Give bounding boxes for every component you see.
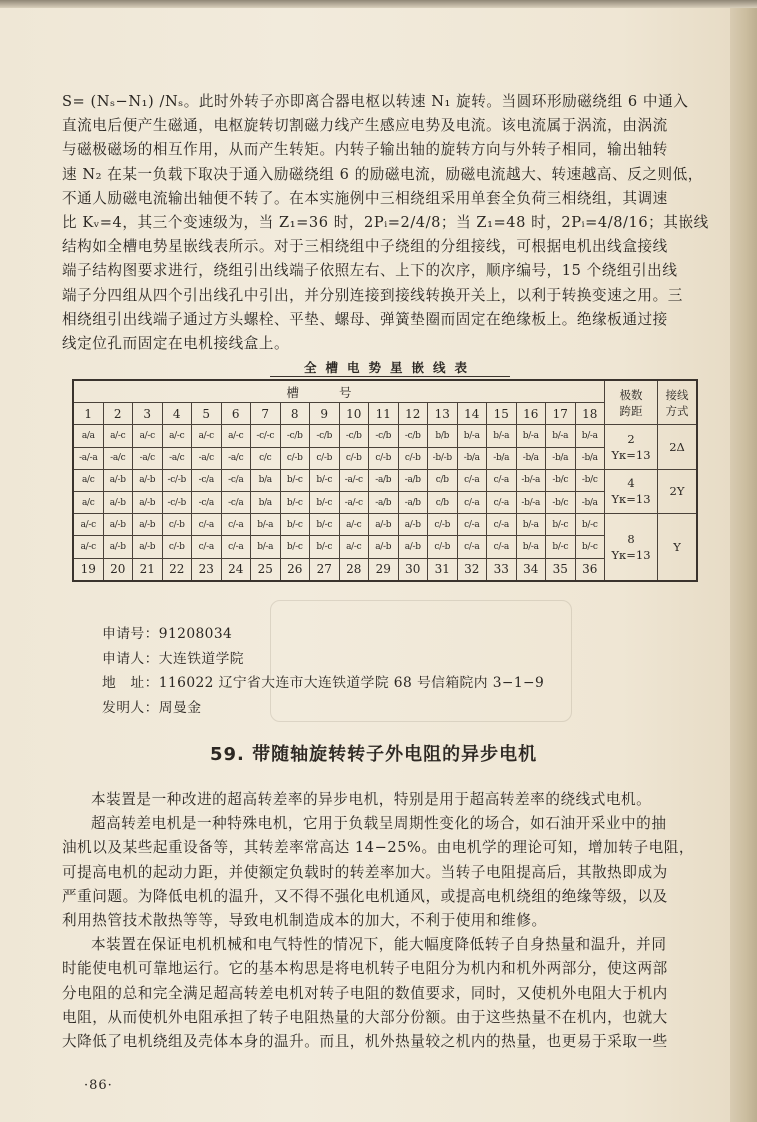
winding-cell: -c/a xyxy=(192,491,222,513)
text-line: 端子结构图要求进行，绕组引出线端子依照左右、上下的次序，顺序编号，15 个绕组引出线 xyxy=(62,262,678,280)
winding-cell: a/c xyxy=(73,491,103,513)
wiring-header xyxy=(658,380,698,425)
winding-cell: b/-c xyxy=(575,536,605,558)
pole-count: 4 xyxy=(627,476,635,491)
winding-cell: -c/-b xyxy=(162,491,192,513)
winding-cell: b/-c xyxy=(280,514,310,536)
address: 116022 辽宁省大连市大连铁道学院 68 号信箱院内 3−1−9 xyxy=(158,675,545,691)
application-number: 91208034 xyxy=(158,626,233,642)
winding-cell: b/-a xyxy=(516,536,546,558)
winding-cell: -a/c xyxy=(103,447,133,469)
winding-cell: b/b xyxy=(428,425,458,447)
label: 申请人： xyxy=(102,650,159,667)
winding-cell: c/-a xyxy=(487,469,517,491)
wiring-mode-cell: 2Δ xyxy=(658,425,698,469)
winding-cell: b/-c xyxy=(280,536,310,558)
winding-cell: a/-b xyxy=(369,514,399,536)
poles-span-cell xyxy=(605,514,658,581)
winding-cell: a/-c xyxy=(73,536,103,558)
slot-numbers-bottom-row xyxy=(73,558,697,581)
winding-cell: a/-b xyxy=(398,514,428,536)
winding-cell: b/-c xyxy=(575,514,605,536)
text-line: 结构如全槽电势星嵌线表所示。对于三相绕组中子绕组的分组接线，可根据电机出线盒接线 xyxy=(62,238,668,256)
winding-cell: b/-c xyxy=(310,491,340,513)
winding-cell: c/-b xyxy=(162,514,192,536)
winding-cell: -a/b xyxy=(369,491,399,513)
text-line: 不通人励磁电流输出轴便不转了。在本实施例中三相绕组采用单套全负荷三相绕组，其调速 xyxy=(62,189,668,207)
winding-cell: a/-b xyxy=(398,536,428,558)
slot-number: 14 xyxy=(457,403,487,425)
winding-cell: b/-c xyxy=(310,514,340,536)
slot-number: 2 xyxy=(103,403,133,425)
header-poles: 极数 xyxy=(619,387,643,402)
slot-number: 17 xyxy=(546,403,576,425)
winding-cell: -c/-b xyxy=(162,469,192,491)
winding-cell: a/-b xyxy=(369,536,399,558)
winding-cell: -a/-a xyxy=(73,447,103,469)
winding-cell: a/-c xyxy=(162,425,192,447)
slot-number: 6 xyxy=(221,403,251,425)
slot-number: 7 xyxy=(251,403,281,425)
winding-cell: -b/c xyxy=(575,469,605,491)
winding-cell: c/-a xyxy=(192,514,222,536)
winding-cell: a/-b xyxy=(133,491,163,513)
table-row xyxy=(73,536,697,558)
winding-cell: -a/c xyxy=(162,447,192,469)
slot-number: 5 xyxy=(192,403,222,425)
winding-cell: -b/a xyxy=(546,447,576,469)
winding-cell: -c/-c xyxy=(251,425,281,447)
label: 申请号： xyxy=(102,626,159,642)
slot-number: 30 xyxy=(398,558,428,581)
winding-cell: -c/a xyxy=(221,491,251,513)
winding-cell: -c/b xyxy=(310,425,340,447)
inventor: 周曼金 xyxy=(158,699,202,716)
winding-cell: -b/a xyxy=(575,491,605,513)
body-text-top xyxy=(62,90,709,356)
winding-cell: -c/a xyxy=(221,469,251,491)
winding-cell: a/-c xyxy=(192,425,222,447)
winding-cell: c/-a xyxy=(221,536,251,558)
winding-cell: -a/c xyxy=(192,447,222,469)
winding-cell: a/-b xyxy=(103,536,133,558)
winding-cell: c/-a xyxy=(487,536,517,558)
winding-cell: b/-c xyxy=(280,491,310,513)
slot-number: 4 xyxy=(162,403,192,425)
slot-number: 18 xyxy=(575,403,605,425)
winding-star-table xyxy=(72,379,698,582)
winding-cell: c/-a xyxy=(457,469,487,491)
winding-cell: -a/c xyxy=(221,447,251,469)
table-row xyxy=(73,469,697,491)
slot-number-header: 槽号 xyxy=(73,380,605,403)
slot-number: 34 xyxy=(516,558,546,581)
header-wiring-2: 方式 xyxy=(665,403,689,418)
text-line: 端子分四组从四个引出线孔中引出，并分别连接到接线转换开关上，以利于转换变速之用。三 xyxy=(62,286,683,304)
winding-cell: -a/b xyxy=(398,491,428,513)
applicant-row xyxy=(102,647,544,672)
address-row xyxy=(102,671,544,696)
table-row xyxy=(73,425,697,447)
text-line: 本装置在保证电机机械和电气特性的情况下，能大幅度降低转子自身热量和温升，并同 xyxy=(91,936,667,954)
text-line: 直流电后便产生磁通，电枢旋转切割磁力线产生感应电势及电流。该电流属于涡流，由涡流 xyxy=(62,117,668,135)
slot-number: 21 xyxy=(133,558,163,581)
winding-cell: c/-a xyxy=(457,491,487,513)
winding-cell: a/-c xyxy=(103,425,133,447)
winding-cell: c/-a xyxy=(221,514,251,536)
slot-number: 9 xyxy=(310,403,340,425)
slot-number: 31 xyxy=(428,558,458,581)
winding-cell: b/-a xyxy=(575,425,605,447)
winding-cell: -c/b xyxy=(398,425,428,447)
winding-cell: a/c xyxy=(73,469,103,491)
text-line: 本装置是一种改进的超高转差率的异步电机，特别是用于超高转差率的绕线式电机。 xyxy=(91,791,652,808)
text-line: 利用热管技术散热等等，导致电机制造成本的加大，不利于使用和维修。 xyxy=(62,912,547,930)
applicant: 大连铁道学院 xyxy=(158,650,244,667)
winding-cell: c/-b xyxy=(369,447,399,469)
text-line: 与磁极磁场的相互作用，从而产生转矩。内转子输出轴的旋转方向与外转子相同，输出轴转 xyxy=(62,141,668,159)
page-number: ·86· xyxy=(84,1078,113,1093)
wiring-mode-cell: Y xyxy=(658,514,698,581)
text-line: 超高转差电机是一种特殊电机，它用于负载呈周期性变化的场合，如石油开采业中的抽 xyxy=(91,815,667,833)
winding-cell: c/-a xyxy=(487,514,517,536)
text-line: 电阻，从而使机外电阻承担了转子电阻热量的大部分份额。由于这些热量不在机内，也就大 xyxy=(62,1008,668,1026)
slot-number: 8 xyxy=(280,403,310,425)
winding-cell: c/-a xyxy=(457,514,487,536)
winding-cell: b/-c xyxy=(310,469,340,491)
winding-cell: a/-c xyxy=(339,536,369,558)
winding-cell: -b/a xyxy=(487,447,517,469)
winding-cell: b/-c xyxy=(280,469,310,491)
slot-number: 25 xyxy=(251,558,281,581)
text-line: 严重问题。为降低电机的温升，又不得不强化电机通风，或提高电机绕组的绝缘等级，以及 xyxy=(62,887,668,905)
winding-cell: c/-b xyxy=(310,447,340,469)
winding-cell: -b/-b xyxy=(428,447,458,469)
winding-cell: b/a xyxy=(251,469,281,491)
winding-cell: -b/c xyxy=(546,469,576,491)
section-heading: 59. 带随轴旋转转子外电阻的异步电机 xyxy=(210,744,538,765)
text-line: 大降低了电机绕组及壳体本身的温升。而且，机外热量较之机内的热量，也更易于采取一些 xyxy=(62,1033,668,1051)
winding-cell: a/-b xyxy=(103,491,133,513)
slot-number: 23 xyxy=(192,558,222,581)
winding-cell: c/-a xyxy=(457,536,487,558)
winding-cell: a/-c xyxy=(221,425,251,447)
winding-cell: -a/-c xyxy=(339,469,369,491)
winding-cell: a/-c xyxy=(339,514,369,536)
patent-meta xyxy=(102,622,544,720)
slot-number: 29 xyxy=(369,558,399,581)
slot-number: 27 xyxy=(310,558,340,581)
winding-cell: b/a xyxy=(251,491,281,513)
winding-cell: -a/c xyxy=(133,447,163,469)
winding-cell: c/c xyxy=(251,447,281,469)
text-line: 分电阻的总和完全满足超高转差电机对转子电阻的数值要求，同时，又使机外电阻大于机内 xyxy=(62,984,668,1002)
winding-cell: -c/b xyxy=(280,425,310,447)
winding-cell: -c/a xyxy=(192,469,222,491)
winding-cell: a/-b xyxy=(103,469,133,491)
winding-cell: -b/-a xyxy=(516,469,546,491)
pole-count: 8 xyxy=(627,531,635,546)
winding-cell: -a/b xyxy=(398,469,428,491)
winding-cell: b/-a xyxy=(487,425,517,447)
winding-cell: c/-b xyxy=(280,447,310,469)
winding-cell: b/-a xyxy=(516,514,546,536)
slot-number: 13 xyxy=(428,403,458,425)
poles-span-cell xyxy=(605,469,658,513)
header-wiring-1: 接线 xyxy=(665,387,689,402)
text-line: 线定位孔而固定在电机接线盒上。 xyxy=(62,335,290,353)
winding-cell: c/-b xyxy=(162,536,192,558)
table-row xyxy=(73,447,697,469)
winding-cell: c/b xyxy=(428,491,458,513)
winding-cell: a/-b xyxy=(133,536,163,558)
winding-cell: c/-a xyxy=(487,491,517,513)
winding-cell: b/-a xyxy=(546,425,576,447)
text-line: 可提高电机的起动力距，并使额定负载时的转差率加大。当转子电阻提高后，其散热即成为 xyxy=(62,863,668,881)
pole-count: 2 xyxy=(627,432,635,447)
slot-number: 3 xyxy=(133,403,163,425)
text-line: S= (Nₛ−N₁) /Nₛ。此时外转子亦即离合器电枢以转速 N₁ 旋转。当圆环形励磁绕组 6 中通入 xyxy=(62,93,689,110)
winding-cell: b/-a xyxy=(251,514,281,536)
text-line: 时能使电机可靠地运行。它的基本构思是将电机转子电阻分为机内和机外两部分，使这两部 xyxy=(62,960,668,978)
winding-cell: a/-c xyxy=(133,425,163,447)
slot-number: 11 xyxy=(369,403,399,425)
winding-cell: -b/a xyxy=(457,447,487,469)
winding-cell: c/-a xyxy=(192,536,222,558)
winding-cell: c/-b xyxy=(339,447,369,469)
slot-number: 32 xyxy=(457,558,487,581)
winding-cell: b/-a xyxy=(457,425,487,447)
slot-number: 28 xyxy=(339,558,369,581)
winding-cell: c/-b xyxy=(398,447,428,469)
slot-number: 26 xyxy=(280,558,310,581)
slot-number: 1 xyxy=(73,403,103,425)
table-title: 全槽电势星嵌线表 xyxy=(270,358,510,377)
winding-cell: -a/b xyxy=(369,469,399,491)
winding-cell: -b/-a xyxy=(516,491,546,513)
winding-cell: b/-a xyxy=(516,425,546,447)
label: 地 址： xyxy=(102,675,159,691)
text-line: 速 N₂ 在某一负载下取决于通入励磁绕组 6 的励磁电流，励磁电流越大、转速越高、反之则低， xyxy=(62,165,703,183)
slot-number: 22 xyxy=(162,558,192,581)
slot-number: 12 xyxy=(398,403,428,425)
table-row xyxy=(73,491,697,513)
coil-span: Yκ=13 xyxy=(611,448,651,463)
body-text-bottom xyxy=(62,788,695,1054)
slot-numbers-top-row xyxy=(73,403,697,425)
text-line: 相绕组引出线端子通过方头螺栓、平垫、螺母、弹簧垫圈而固定在绝缘板上。绝缘板通过接 xyxy=(62,310,668,328)
wiring-mode-cell: 2Y xyxy=(658,469,698,513)
header-span: 跨距 xyxy=(619,403,643,418)
slot-number: 36 xyxy=(575,558,605,581)
slot-number: 33 xyxy=(487,558,517,581)
winding-cell: b/-c xyxy=(546,514,576,536)
winding-cell: a/-c xyxy=(73,514,103,536)
inventor-row xyxy=(102,696,544,721)
slot-number: 10 xyxy=(339,403,369,425)
slot-number: 35 xyxy=(546,558,576,581)
table-row xyxy=(73,514,697,536)
slot-number: 16 xyxy=(516,403,546,425)
winding-cell: b/-c xyxy=(310,536,340,558)
winding-cell: c/-b xyxy=(428,536,458,558)
winding-cell: b/-a xyxy=(251,536,281,558)
winding-cell: -c/b xyxy=(369,425,399,447)
winding-cell: -b/a xyxy=(575,447,605,469)
slot-number: 19 xyxy=(73,558,103,581)
label: 发明人： xyxy=(102,699,159,716)
winding-cell: a/-b xyxy=(133,514,163,536)
slot-number: 20 xyxy=(103,558,133,581)
text-line: 油机以及某些起重设备等，其转差率常高达 14−25%。由电机学的理论可知，增加转子电阻， xyxy=(62,839,695,857)
application-number-row xyxy=(102,622,544,647)
coil-span: Yκ=13 xyxy=(611,547,651,562)
slot-number: 24 xyxy=(221,558,251,581)
winding-cell: c/b xyxy=(428,469,458,491)
winding-cell: a/a xyxy=(73,425,103,447)
slot-number: 15 xyxy=(487,403,517,425)
page-top-edge xyxy=(0,0,757,8)
table-header-row xyxy=(73,380,697,403)
winding-cell: c/-b xyxy=(428,514,458,536)
winding-cell: -c/b xyxy=(339,425,369,447)
coil-span: Yκ=13 xyxy=(611,492,651,507)
winding-cell: -b/c xyxy=(546,491,576,513)
winding-cell: a/-b xyxy=(103,514,133,536)
winding-cell: -b/a xyxy=(516,447,546,469)
book-spine xyxy=(730,0,757,1122)
text-line: 比 Kᵥ=4，其三个变速级为，当 Z₁=36 时，2Pᵢ=2/4/8；当 Z₁=48 时，2Pᵢ=4/8/16；其嵌线 xyxy=(62,214,709,232)
winding-cell: a/-b xyxy=(133,469,163,491)
poles-span-cell xyxy=(605,425,658,469)
winding-cell: b/-c xyxy=(546,536,576,558)
poles-span-header xyxy=(605,380,658,425)
winding-cell: -a/-c xyxy=(339,491,369,513)
